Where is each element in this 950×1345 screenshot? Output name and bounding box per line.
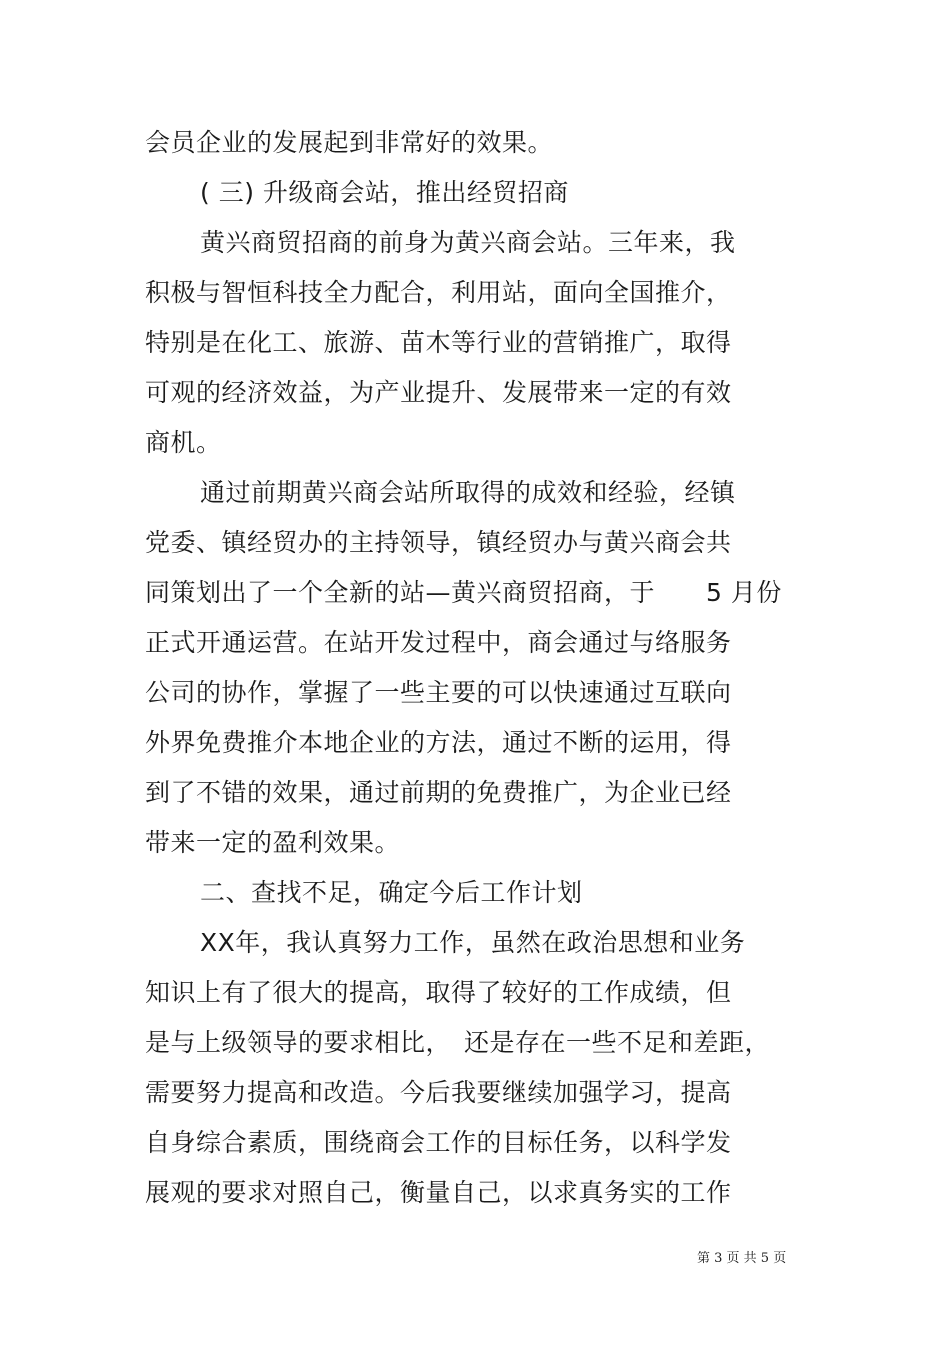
text-line: 需要努力提高和改造。今后我要继续加强学习，提高 <box>145 1078 732 1107</box>
text-line: 展观的要求对照自己，衡量自己，以求真务实的工作 <box>145 1178 732 1207</box>
text-line: 同策划出了一个全新的站—黄兴商贸招商，于 5 月份 <box>145 578 782 607</box>
text-line: 积极与智恒科技全力配合，利用站，面向全国推介， <box>145 278 732 307</box>
text-line: 知识上有了很大的提高，取得了较好的工作成绩，但 <box>145 978 732 1007</box>
text-line: 党委、镇经贸办的主持领导，镇经贸办与黄兴商会共 <box>145 528 732 557</box>
text-line: 特别是在化工、旅游、苗木等行业的营销推广，取得 <box>145 328 732 357</box>
text-line: 自身综合素质，围绕商会工作的目标任务，以科学发 <box>145 1128 732 1157</box>
section-heading: 二、查找不足，确定今后工作计划 <box>200 878 583 907</box>
text-line: 黄兴商贸招商的前身为黄兴商会站。三年来，我 <box>200 228 736 257</box>
text-line: 通过前期黄兴商会站所取得的成效和经验，经镇 <box>200 478 736 507</box>
text-line: 商机。 <box>145 428 222 457</box>
page-number: 第 3 页 共 5 页 <box>697 1251 787 1266</box>
text-line: 会员企业的发展起到非常好的效果。 <box>145 128 554 157</box>
text-line: 到了不错的效果，通过前期的免费推广，为企业已经 <box>145 778 732 807</box>
text-line: 可观的经济效益，为产业提升、发展带来一定的有效 <box>145 378 732 407</box>
text-line: 外界免费推介本地企业的方法，通过不断的运用，得 <box>145 728 732 757</box>
text-line: 是与上级领导的要求相比， 还是存在一些不足和差距， <box>145 1028 771 1057</box>
text-line: XX年，我认真努力工作，虽然在政治思想和业务 <box>200 928 746 957</box>
text-line: 正式开通运营。在站开发过程中，商会通过与络服务 <box>145 628 732 657</box>
text-line: 公司的协作，掌握了一些主要的可以快速通过互联向 <box>145 678 732 707</box>
text-line: 带来一定的盈利效果。 <box>145 828 401 857</box>
section-heading: ( 三) 升级商会站，推出经贸招商 <box>200 178 569 207</box>
